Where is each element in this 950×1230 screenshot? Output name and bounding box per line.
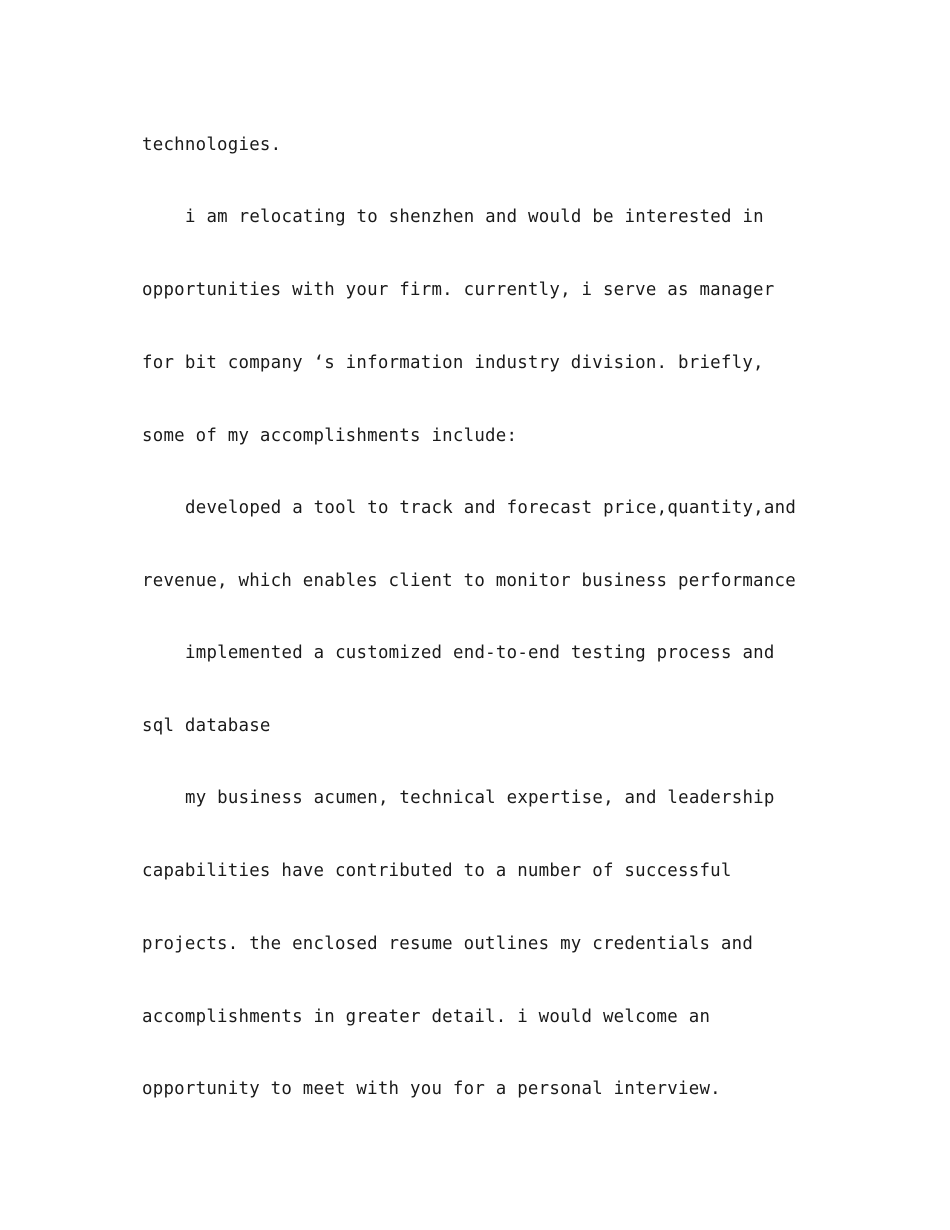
- text-line: accomplishments in greater detail. i would welcome an: [142, 1007, 711, 1027]
- text-line: developed a tool to track and forecast price,quantity,and: [185, 498, 797, 518]
- text-line: some of my accomplishments include:: [142, 426, 518, 446]
- text-line: opportunities with your firm. currently, i serve as manager: [142, 280, 775, 300]
- text-line: revenue, which enables client to monitor business performance: [142, 571, 796, 591]
- text-line: for bit company ‘s information industry division. briefly,: [142, 353, 764, 373]
- text-line: technologies.: [142, 135, 282, 155]
- text-line: my business acumen, technical expertise, and leadership: [185, 788, 775, 808]
- text-line: i am relocating to shenzhen and would be interested in: [185, 207, 764, 227]
- text-line: implemented a customized end-to-end testing process and: [185, 643, 775, 663]
- text-line: sql database: [142, 716, 271, 736]
- text-line: projects. the enclosed resume outlines my credentials and: [142, 934, 754, 954]
- text-line: capabilities have contributed to a number of successful: [142, 861, 732, 881]
- text-line: opportunity to meet with you for a personal interview.: [142, 1079, 721, 1099]
